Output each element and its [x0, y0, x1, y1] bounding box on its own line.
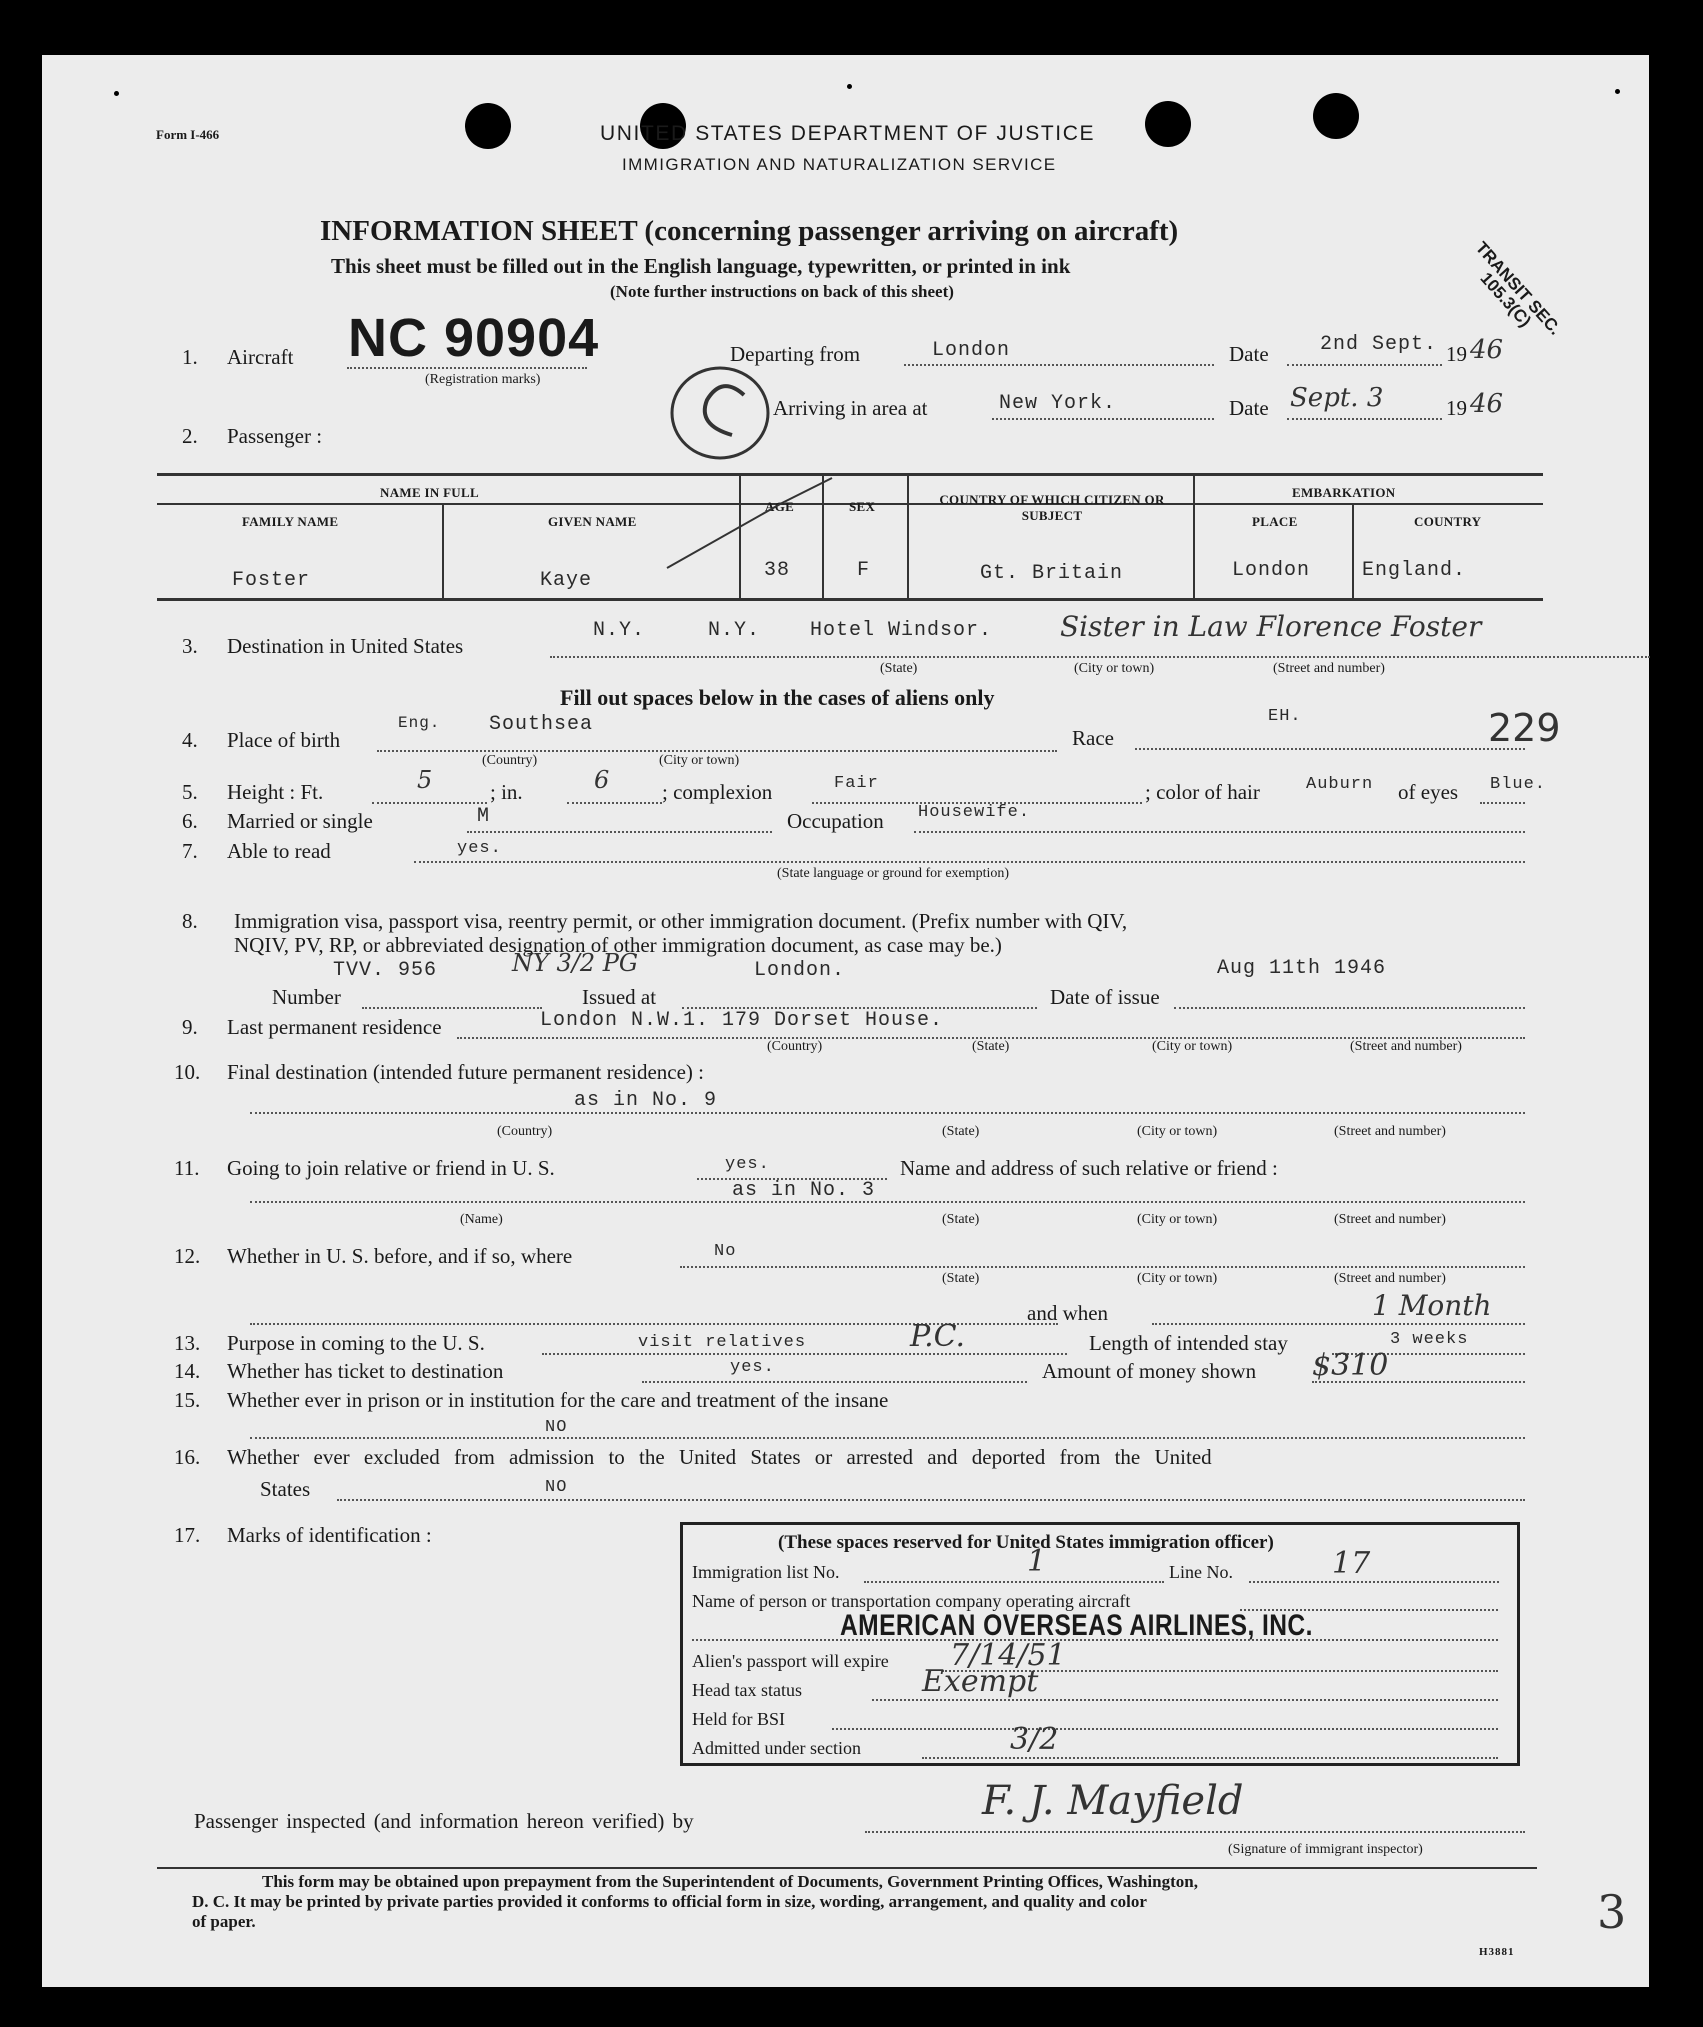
speck [1615, 89, 1620, 94]
prison-value: NO [545, 1418, 568, 1437]
married-label: Married or single [227, 809, 373, 833]
age-header: AGE [765, 499, 795, 514]
state-caption: (State) [942, 1271, 980, 1286]
final-destination-value: as in No. 9 [574, 1089, 718, 1112]
list-no-label: Immigration list No. [692, 1562, 840, 1582]
married-line [467, 831, 772, 833]
item-number: 9. [182, 1015, 198, 1039]
family-name-value: Foster [232, 569, 311, 592]
state-caption: (State) [942, 1212, 980, 1227]
final-destination-line [250, 1112, 1525, 1114]
embark-country-value: England. [1362, 559, 1467, 582]
given-name-value: Kaye [540, 569, 593, 592]
depart-year: 46 [1470, 335, 1504, 365]
prison-line [250, 1437, 1525, 1439]
arrive-year: 46 [1470, 389, 1504, 419]
aliens-only-heading: Fill out spaces below in the cases of aliens only [560, 685, 995, 710]
destination-state: N.Y. [593, 619, 646, 642]
date-label: Date [1229, 396, 1269, 420]
when-value: 1 Month [1372, 1289, 1492, 1322]
visa-date-line [1174, 1007, 1525, 1009]
sheet-note: (Note further instructions on back of this sheet) [610, 282, 954, 301]
when-label: and when [1027, 1301, 1109, 1325]
table-border-top [157, 473, 1543, 476]
speck [847, 84, 852, 89]
company-label: Name of person or transportation company operating aircraft [692, 1591, 1131, 1611]
diagonal-pen-stroke [662, 473, 842, 573]
punch-hole [1313, 93, 1359, 139]
visa-date-label: Date of issue [1050, 985, 1160, 1009]
race-code: 229 [1488, 706, 1561, 750]
eyes-value: Blue. [1490, 775, 1547, 794]
year-prefix: 19 [1446, 396, 1467, 420]
company-line2 [692, 1639, 1498, 1641]
transit-stamp: TRANSIT SEC. 105.3(C) [1471, 238, 1565, 339]
item-number: 7. [182, 839, 198, 863]
ticket-value: yes. [730, 1358, 775, 1377]
visa-number: TVV. 956 [333, 959, 438, 982]
form-number: Form I-466 [156, 127, 220, 142]
item-number: 2. [182, 424, 198, 448]
identification-label: Marks of identification : [227, 1523, 432, 1547]
sheet-title: INFORMATION SHEET (concerning passenger arriving on aircraft) [320, 215, 1179, 247]
table-border-bottom [157, 598, 1543, 601]
citizen-value: Gt. Britain [980, 562, 1124, 585]
service-name: IMMIGRATION AND NATURALIZATION SERVICE [622, 155, 1057, 174]
admitted-label: Admitted under section [692, 1738, 861, 1758]
item-number: 1. [182, 345, 198, 369]
bsi-line [832, 1728, 1498, 1730]
street-caption: (Street and number) [1334, 1212, 1446, 1227]
purpose-value: visit relatives [638, 1333, 807, 1352]
visa-text-line2: NQIV, PV, RP, or abbreviated designation of other immigration document, as case may be.) [234, 933, 1002, 957]
embarkation-header: EMBARKATION [1292, 485, 1396, 500]
read-caption: (State language or ground for exemption) [777, 866, 1010, 881]
sheet-subtitle: This sheet must be filled out in the English language, typewritten, or printed in ink [331, 254, 1071, 278]
prior-visit-line [680, 1266, 1525, 1268]
line-no-label: Line No. [1169, 1562, 1233, 1582]
prison-label: Whether ever in prison or in institution for the care and treatment of the insane [227, 1388, 889, 1412]
depart-date-line [1287, 364, 1442, 366]
relative-address-value: as in No. 3 [732, 1179, 876, 1202]
purpose-label: Purpose in coming to the U. S. [227, 1331, 485, 1355]
join-relative-value: yes. [725, 1155, 770, 1174]
company-stamp: AMERICAN OVERSEAS AIRLINES, INC. [840, 1609, 1313, 1642]
embark-place-value: London [1232, 559, 1311, 582]
bsi-label: Held for BSI [692, 1709, 785, 1729]
complexion-value: Fair [834, 774, 879, 793]
footer-line2: D. C. It may be printed by private parties provided it conforms to official form in size, wording, arrangement, and quality and color [192, 1892, 1147, 1911]
item-number: 8. [182, 909, 198, 933]
height-ft-label: Height : Ft. [227, 780, 324, 804]
tax-line [872, 1699, 1498, 1701]
state-caption: (State) [880, 661, 918, 676]
age-value: 38 [764, 559, 791, 582]
prior-visit-value: No [714, 1242, 737, 1261]
city-caption: (City or town) [1152, 1039, 1233, 1054]
signature-caption: (Signature of immigrant inspector) [1228, 1842, 1423, 1857]
visa-number-line [362, 1007, 542, 1009]
stay-label: Length of intended stay [1089, 1331, 1288, 1355]
destination-city: N.Y. [708, 619, 761, 642]
name-in-full-header: NAME IN FULL [380, 485, 479, 500]
printer-code: H3881 [1479, 1946, 1515, 1958]
inspector-signature: F. J. Mayfield [982, 1778, 1244, 1824]
item-number: 11. [174, 1156, 200, 1180]
height-in-label: ; in. [490, 780, 523, 804]
race-label: Race [1072, 726, 1114, 750]
admitted-line [922, 1757, 1498, 1759]
state-caption: (State) [972, 1039, 1010, 1054]
read-value: yes. [457, 839, 502, 858]
item-number: 13. [174, 1331, 201, 1355]
married-value: M [477, 805, 491, 828]
punch-hole [465, 103, 511, 149]
passport-label: Alien's passport will expire [692, 1651, 889, 1671]
purpose-line [542, 1353, 1067, 1355]
punch-hole [1145, 101, 1191, 147]
speck [114, 91, 119, 96]
country-caption: (Country) [482, 753, 538, 768]
item-number: 16. [174, 1445, 201, 1469]
state-caption: (State) [942, 1124, 980, 1139]
table-col-divider [1352, 503, 1354, 599]
department-name: UNITED STATES DEPARTMENT OF JUSTICE [600, 122, 1096, 145]
list-no-line [864, 1581, 1164, 1583]
passport-value: 7/14/51 [950, 1638, 1066, 1673]
item-number: 5. [182, 780, 198, 804]
height-ft-line [372, 802, 487, 804]
circled-c-mark [652, 355, 782, 475]
hair-label: ; color of hair [1145, 780, 1260, 804]
eyes-line [1480, 802, 1525, 804]
complexion-label: ; complexion [662, 780, 773, 804]
relative-address-label: Name and address of such relative or friend : [900, 1156, 1278, 1180]
city-caption: (City or town) [659, 753, 740, 768]
line-no-line [1249, 1581, 1499, 1583]
occupation-line [914, 831, 1525, 833]
item-number: 12. [174, 1244, 201, 1268]
family-name-header: FAMILY NAME [242, 514, 339, 529]
street-caption: (Street and number) [1334, 1271, 1446, 1286]
residence-label: Last permanent residence [227, 1015, 442, 1039]
depart-date: 2nd Sept. [1320, 333, 1438, 356]
street-caption: (Street and number) [1334, 1124, 1446, 1139]
table-col-divider [907, 475, 909, 599]
money-label: Amount of money shown [1042, 1359, 1257, 1383]
given-name-header: GIVEN NAME [548, 514, 637, 529]
race-value: EH. [1268, 707, 1302, 726]
form-sheet [42, 55, 1649, 1987]
footer-rule [157, 1867, 1537, 1869]
line-no-value: 17 [1332, 1546, 1371, 1581]
excluded-text-line1: Whether ever excluded from admission to the United States or arrested and deported from the United [227, 1445, 1212, 1469]
year-prefix: 19 [1446, 342, 1467, 366]
final-destination-label: Final destination (intended future permanent residence) : [227, 1060, 705, 1084]
destination-street: Hotel Windsor. [810, 619, 993, 642]
city-caption: (City or town) [1137, 1271, 1218, 1286]
admitted-value: 3/2 [1010, 1722, 1059, 1757]
table-col-divider [442, 503, 444, 599]
country-citizen-header: COUNTRY OF WHICH CITIZEN OR SUBJECT [939, 492, 1165, 523]
hair-value: Auburn [1306, 775, 1374, 794]
ticket-label: Whether has ticket to destination [227, 1359, 504, 1383]
birth-line [377, 750, 1057, 752]
departing-value: London [932, 339, 1011, 362]
street-caption: (Street and number) [1273, 661, 1385, 676]
country-caption: (Country) [497, 1124, 553, 1139]
list-no-value: 1 [1027, 1544, 1047, 1579]
occupation-value: Housewife. [918, 803, 1031, 822]
city-caption: (City or town) [1074, 661, 1155, 676]
residence-value: London N.W.1. 179 Dorset House. [540, 1009, 944, 1032]
visa-text-line1: Immigration visa, passport visa, reentry permit, or other immigration document. (Prefix number with QIV, [234, 909, 1128, 933]
footer-line1: This form may be obtained upon prepayment from the Superintendent of Documents, Government Printing Offices, Washington, [262, 1872, 1198, 1891]
country-header: COUNTRY [1414, 514, 1482, 529]
relative-address-line [250, 1201, 1525, 1203]
read-label: Able to read [227, 839, 331, 863]
arriving-label: Arriving in area at [773, 396, 928, 420]
name-caption: (Name) [460, 1212, 503, 1227]
birth-city: Southsea [489, 713, 594, 736]
excluded-value: NO [545, 1478, 568, 1497]
item-number: 15. [174, 1388, 201, 1412]
arrive-date-line [1287, 418, 1442, 420]
aircraft-label: Aircraft [227, 345, 294, 369]
destination-line [550, 656, 1650, 658]
item-number: 4. [182, 728, 198, 752]
table-col-divider [1193, 475, 1195, 599]
occupation-label: Occupation [787, 809, 884, 833]
footer-line3: of paper. [192, 1912, 256, 1931]
arrive-date: Sept. 3 [1290, 383, 1384, 413]
arriving-line [992, 418, 1214, 420]
purpose-handwritten: P.C. [910, 1319, 966, 1354]
visa-issued-label: Issued at [582, 985, 657, 1009]
street-caption: (Street and number) [1350, 1039, 1462, 1054]
excluded-text-line2: States [260, 1477, 311, 1501]
date-label: Date [1229, 342, 1269, 366]
stay-value: 3 weeks [1390, 1330, 1469, 1349]
passenger-label: Passenger : [227, 424, 323, 448]
height-in-value: 6 [594, 766, 610, 794]
race-line [1135, 748, 1525, 750]
item-number: 3. [182, 634, 198, 658]
registration-caption: (Registration marks) [425, 372, 541, 387]
aircraft-registration: NC 90904 [348, 308, 600, 368]
destination-label: Destination in United States [227, 634, 464, 658]
tax-label: Head tax status [692, 1680, 802, 1700]
item-number: 10. [174, 1060, 201, 1084]
arriving-value: New York. [999, 392, 1117, 415]
departing-label: Departing from [730, 342, 861, 366]
height-ft-value: 5 [417, 766, 433, 794]
money-value: $310 [1312, 1348, 1389, 1383]
officer-box-title: (These spaces reserved for United States immigration officer) [778, 1532, 1274, 1553]
inspected-label: Passenger inspected (and information hereon verified) by [194, 1809, 694, 1833]
join-relative-label: Going to join relative or friend in U. S. [227, 1156, 555, 1180]
item-number: 6. [182, 809, 198, 833]
table-header-divider [1193, 503, 1543, 505]
page-number: 3 [1597, 1885, 1627, 1939]
eyes-label: of eyes [1398, 780, 1459, 804]
sex-value: F [857, 559, 871, 582]
tax-value: Exempt [922, 1664, 1039, 1699]
place-header: PLACE [1252, 514, 1298, 529]
when-line [1152, 1323, 1525, 1325]
departing-line [904, 364, 1214, 366]
destination-handwritten: Sister in Law Florence Foster [1060, 610, 1482, 643]
inspector-signature-line [865, 1831, 1525, 1833]
visa-date: Aug 11th 1946 [1217, 957, 1387, 980]
item-number: 17. [174, 1523, 201, 1547]
excluded-line [337, 1499, 1525, 1501]
item-number: 14. [174, 1359, 201, 1383]
prior-visit-label: Whether in U. S. before, and if so, where [227, 1244, 573, 1268]
country-caption: (Country) [767, 1039, 823, 1054]
birth-country: Eng. [398, 714, 441, 732]
visa-number-label: Number [272, 985, 341, 1009]
sex-header: SEX [849, 499, 876, 514]
visa-handwritten: NY 3/2 PG [512, 949, 639, 977]
visa-issued-at: London. [754, 959, 846, 982]
ticket-line [642, 1381, 1027, 1383]
height-in-line [567, 802, 662, 804]
birth-label: Place of birth [227, 728, 341, 752]
city-caption: (City or town) [1137, 1124, 1218, 1139]
read-line [414, 861, 1525, 863]
city-caption: (City or town) [1137, 1212, 1218, 1227]
